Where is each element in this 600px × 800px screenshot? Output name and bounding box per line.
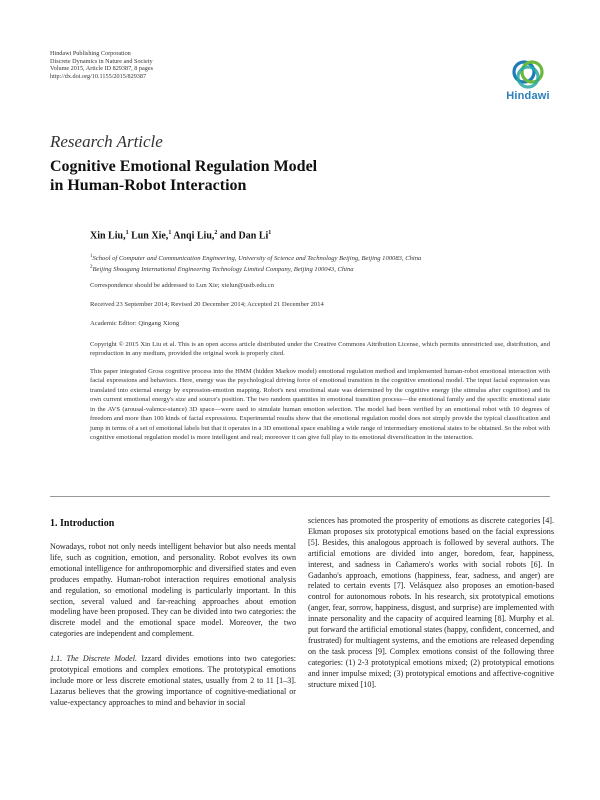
affiliations xyxy=(90,252,421,274)
section-divider xyxy=(50,496,550,497)
correspondence: Correspondence should be addressed to Lun Xie; xielun@ustb.edu.cn xyxy=(90,282,274,289)
academic-editor: Academic Editor: Qingang Xiong xyxy=(90,320,180,327)
journal-name: Discrete Dynamics in Nature and Society xyxy=(50,57,153,65)
right-column xyxy=(308,516,554,691)
author-name: Lun Xie, xyxy=(131,230,169,242)
abstract: This paper integrated Gross cognitive process into the HMM (hidden Markov model) emotional regulation method and implemented human-robot emotional interaction with facial expressions and behaviors. Here, energy was the psychological driving force of emotional transition in the cognitive emotional model. The input facial expression was translated into external energy by expression-emotion mapping. Robot's next emotional state was determined by the cognitive energy (the stimulus after cognition) and its own current emotional energy's size and source's position. The two random quantities in emotional transition process—the emotional family and the specific emotional state in the AVS (arousal-valence-stance) 3D space—were used to simulate human emotion selection. The model had been verified by an emotional robot with 10 degrees of freedom and more than 100 kinds of facial expressions. Experimental results show that the emotional regulation model does not simply provide the typical classification and jump in terms of a set of emotional labels but that it operates in a 3D emotional space enabling a wide range of intermediary emotional states to be obtained. So the robot with cognitive emotional regulation model is more intelligent and real; moreover it can give full play to its emotional diversification in the interaction. xyxy=(90,368,550,442)
subsection-heading: 1.1. The Discrete Model. xyxy=(50,654,138,664)
intro-paragraph-continued: sciences has promoted the prosperity of emotions as discrete categories [4]. Ekman proposes six prototypical emotions based on the facial expressions [5]. Besides, this analogous approach is followed by several authors. The artificial emotions are divided into anger, boredom, fear, happiness, interest, and sadness in Cañamero's works with social robots [6]. In Gadanho's approach, emotions (happiness, fear, sadness, and anger) are related to certain events [7]. Velásquez also proposes an emotion-based control for autonomous robots. In his research, six prototypical emotions (anger, fear, sorrow, happiness, disgust, and surprise) are implemented with innate personality and the capacity of acquired learning [8]. Murphy et al. put forward the artificial emotional states (happy, confident, concerned, and frustrated) for multiagent systems, and the emotions are released depending on the task process [9]. Complex emotions consist of the following three categories: (1) 2-3 prototypical emotions mixed; (2) prototypical emotions and inner impulse mixed; (3) prototypical emotions and affective-cognitive structure mixed [10]. xyxy=(308,516,554,689)
left-column xyxy=(50,518,296,709)
author-affil-mark: 1 xyxy=(268,230,272,236)
journal-header xyxy=(50,50,153,80)
title-line-1: Cognitive Emotional Regulation Model xyxy=(50,158,318,175)
affiliation-1: $^1$School of Computer and Communication Engineering, University of Science and Technology Beijing, Beijing 100083, China xyxy=(90,254,422,263)
author-name: and Dan Li xyxy=(219,230,269,242)
author-affil-mark: 1 xyxy=(125,230,129,236)
intro-paragraph-1: Nowadays, robot not only needs intelligent behavior but also needs mental life, such as cognition, emotion, and personality. Robot evolves its own emotional intelligence for anthropomorphic and diversified states and even produces empathy. Human-robot interaction requires emotional analysis and regulation, so emotional modeling is particularly important. In this section, several valued and far-reaching approaches about emotion modeling have been proposed. They can be divided into two categories: the discrete model and the emotional space model. Moreover, the two categories are independent and complement. xyxy=(50,542,296,639)
title-line-2: in Human-Robot Interaction xyxy=(50,177,247,194)
publisher-line: Hindawi Publishing Corporation xyxy=(50,50,131,57)
author-affil-mark: 1 xyxy=(168,230,172,236)
section-heading: 1. Introduction xyxy=(50,518,115,529)
doi-link[interactable]: http://dx.doi.org/10.1155/2015/829387 xyxy=(50,72,147,80)
author-name: Anqi Liu, xyxy=(173,230,215,242)
article-type: Research Article xyxy=(50,132,163,151)
intro-paragraph-2: 1.1. The Discrete Model. Izzard divides emotions into two categories: prototypical emotions and complex emotions. The prototypical emotions include more or less discrete emotional states, usually from 2 to 11 [1–3]. Lazarus believes that the growing importance of cognitive-mediational or value-expectancy approaches to mind and behavior in social xyxy=(50,654,296,707)
copyright-notice: Copyright © 2015 Xin Liu et al. This is an open access article distributed under the Creative Commons Attribution License, which permits unrestricted use, distribution, and reproduction in any medium, provided the original work is properly cited. xyxy=(90,341,550,357)
volume-line: Volume 2015, Article ID 829387, 8 pages xyxy=(50,65,153,73)
author-affil-mark: 2 xyxy=(214,230,218,236)
hindawi-wordmark: Hindawi xyxy=(506,90,550,102)
author-list xyxy=(90,230,271,241)
paper-title xyxy=(50,157,470,195)
author-name: Xin Liu, xyxy=(90,230,126,242)
submission-dates: Received 23 September 2014; Revised 20 December 2014; Accepted 21 December 2014 xyxy=(90,301,324,308)
affiliation-2: $^2$Beijing Shougang International Engineering Technology Limited Company, Beijing 100043, China xyxy=(90,265,354,274)
